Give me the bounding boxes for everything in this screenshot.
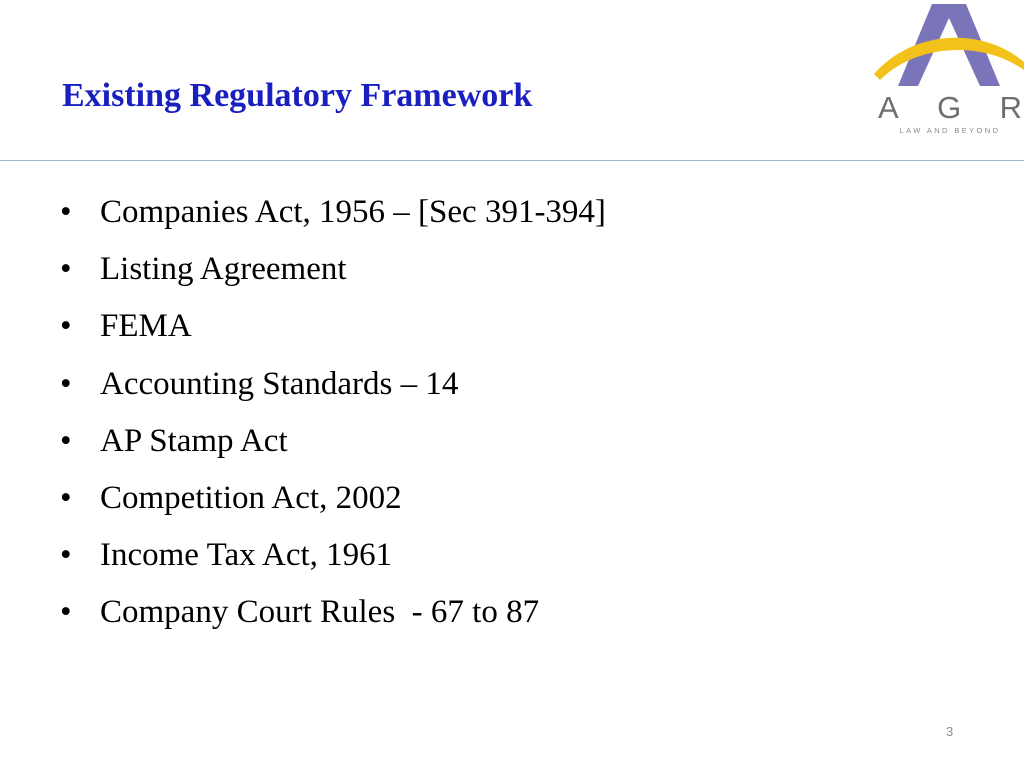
logo-letter: G — [937, 90, 962, 125]
list-item — [60, 588, 606, 645]
list-item — [60, 302, 606, 359]
page-number: 3 — [946, 724, 954, 739]
logo-wordmark — [876, 92, 1024, 124]
bullet-icon: • — [60, 194, 72, 230]
logo-tagline: LAW AND BEYOND — [899, 126, 1001, 135]
bullet-icon: • — [60, 308, 72, 345]
bullet-text: FEMA — [100, 308, 192, 345]
list-item — [60, 417, 606, 474]
logo-letter: A — [878, 90, 899, 125]
slide-title: Existing Regulatory Framework — [62, 77, 533, 114]
logo-letter: R — [999, 90, 1022, 125]
bullet-icon: • — [60, 479, 72, 516]
bullet-text: Competition Act, 2002 — [100, 479, 402, 516]
list-item — [60, 531, 606, 588]
bullet-list — [60, 188, 606, 646]
bullet-text: Company Court Rules - 67 to 87 — [100, 594, 540, 631]
list-item — [60, 474, 606, 531]
list-item — [60, 360, 606, 417]
bullet-icon: • — [60, 537, 72, 574]
bullet-text: Income Tax Act, 1961 — [100, 537, 393, 574]
bullet-text: Companies Act, 1956 – [Sec 391-394] — [100, 194, 606, 230]
bullet-icon: • — [60, 365, 72, 402]
bullet-icon: • — [60, 422, 72, 459]
bullet-text: Listing Agreement — [100, 251, 347, 288]
bullet-icon: • — [60, 251, 72, 288]
bullet-text: AP Stamp Act — [100, 422, 288, 459]
list-item — [60, 188, 606, 245]
title-divider — [0, 160, 1024, 161]
list-item — [60, 245, 606, 302]
bullet-icon: • — [60, 594, 72, 631]
agr-logo — [872, 0, 1024, 140]
bullet-text: Accounting Standards – 14 — [100, 365, 459, 402]
logo-emblem-icon — [872, 0, 1024, 100]
